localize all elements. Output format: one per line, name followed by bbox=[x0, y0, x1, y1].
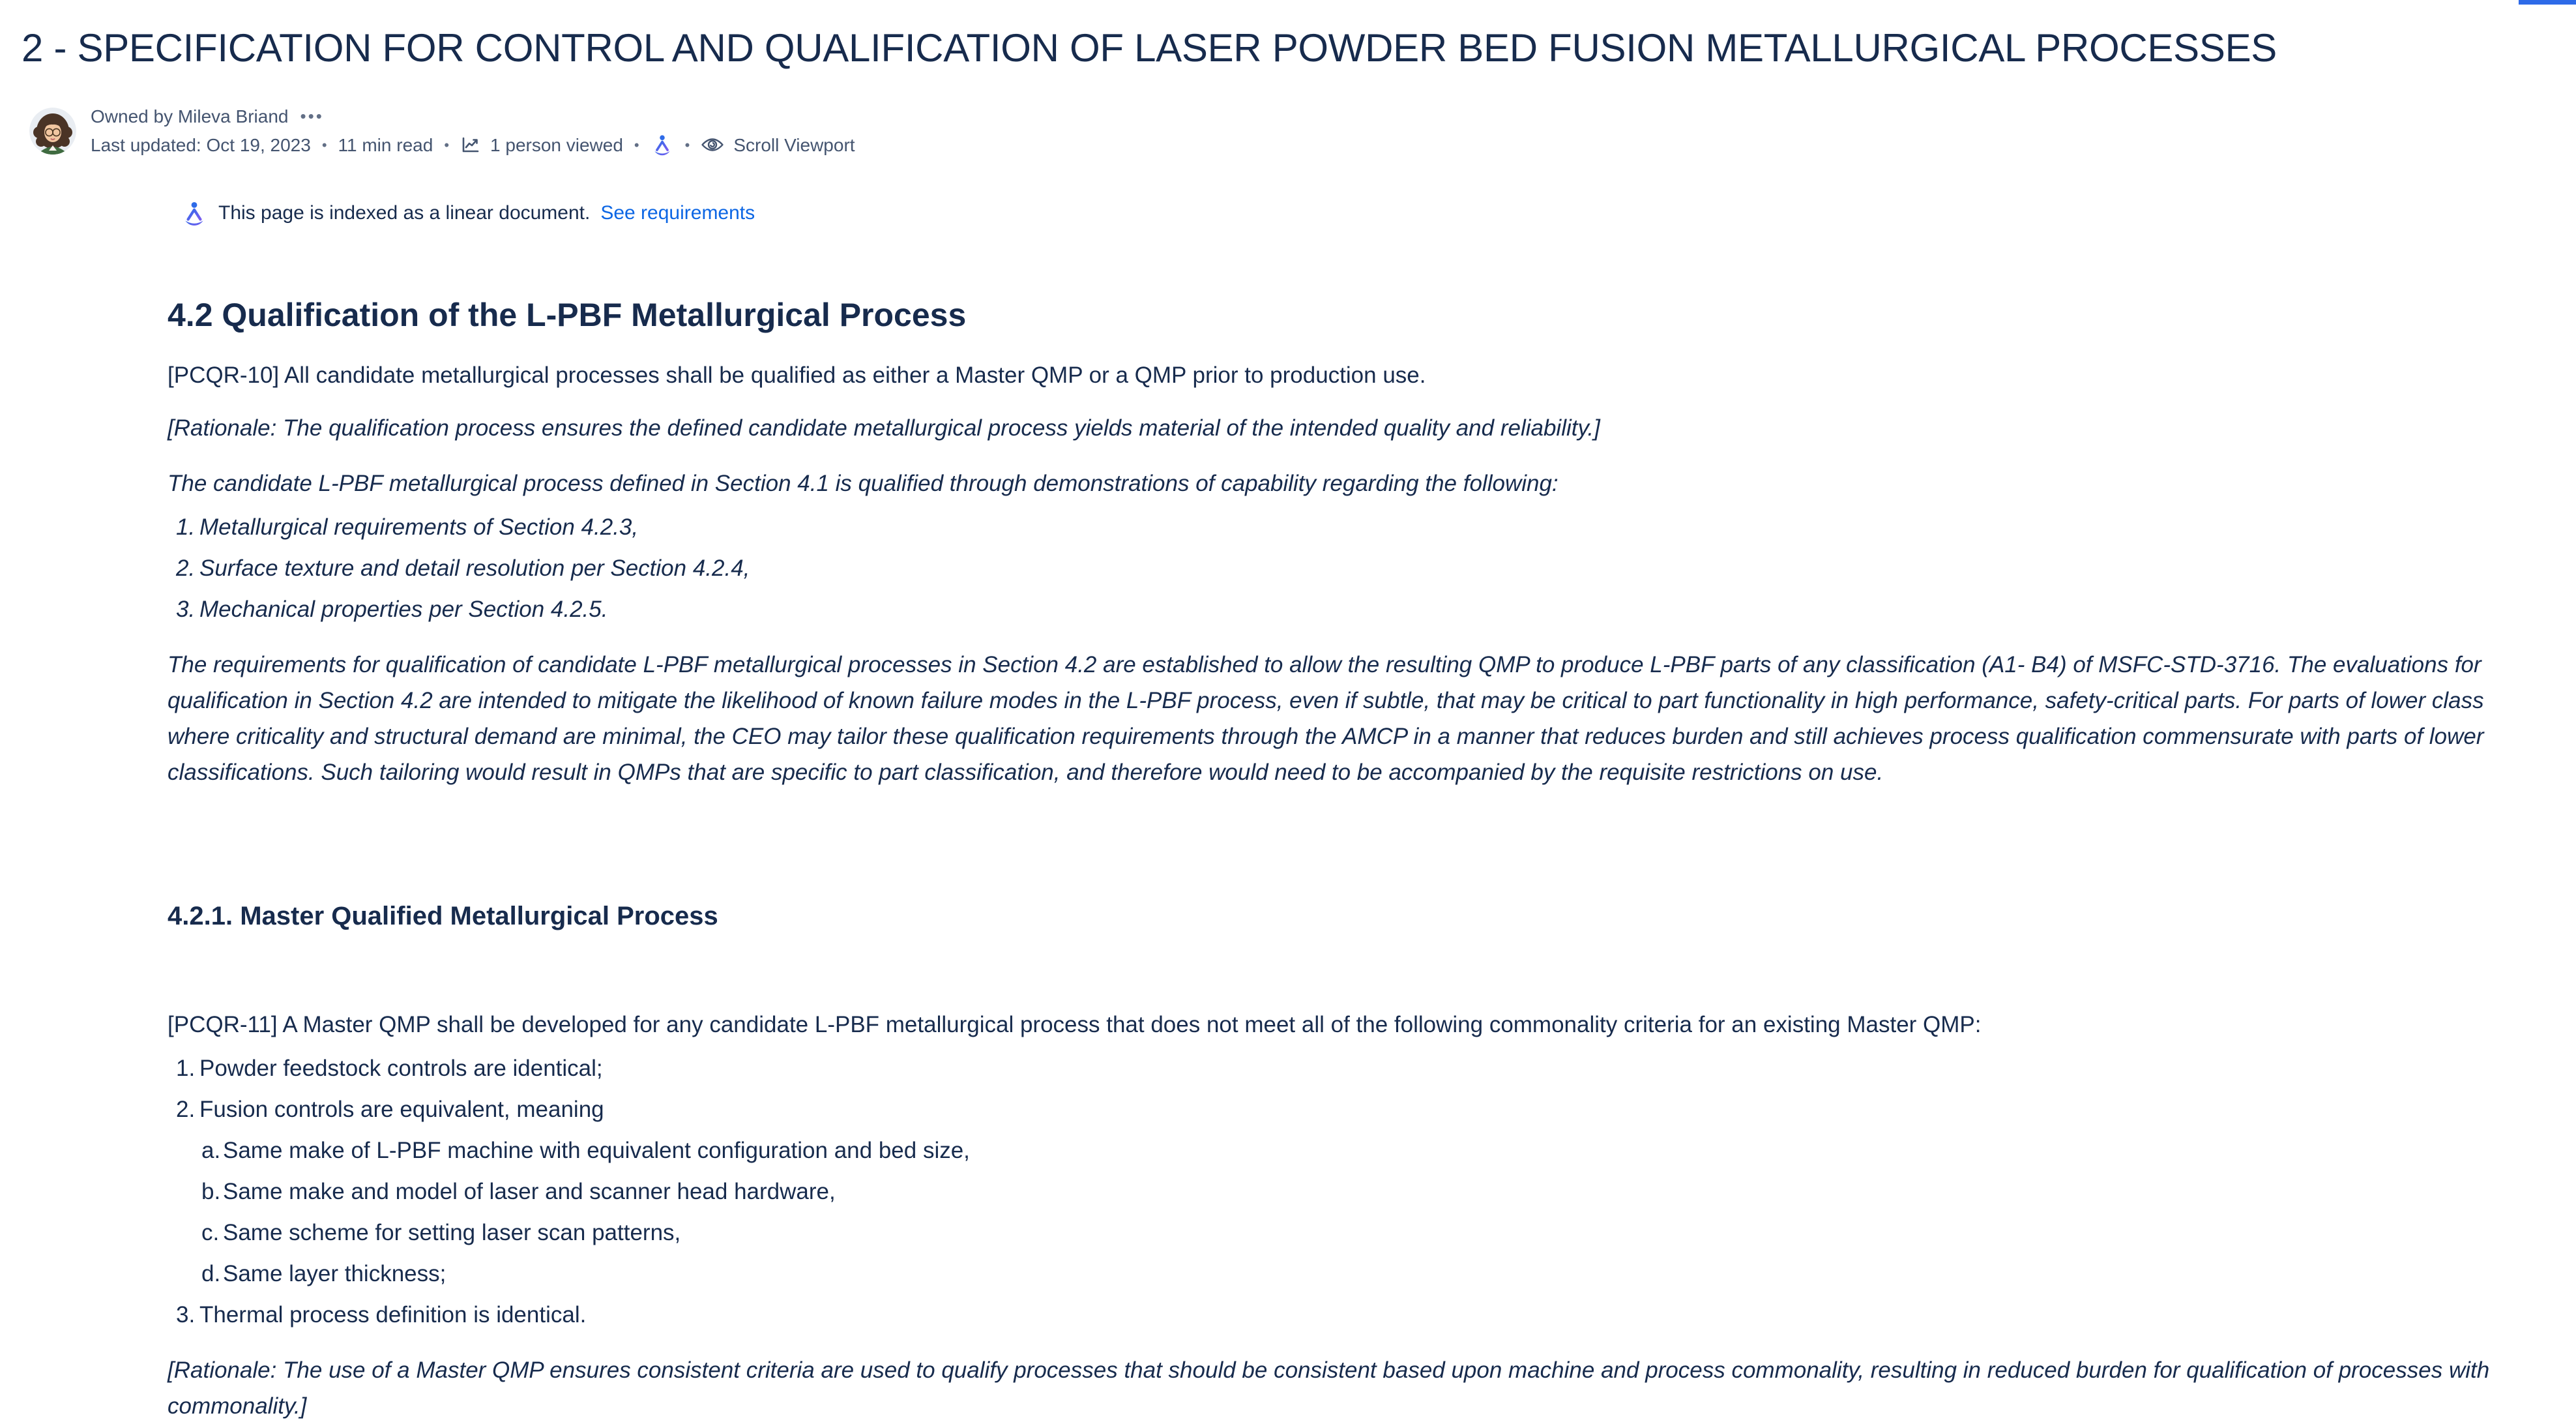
eye-icon bbox=[701, 136, 724, 154]
section-4-2-heading: 4.2 Qualification of the L-PBF Metallurgical Process bbox=[168, 297, 967, 333]
banner-text: This page is indexed as a linear document. bbox=[218, 202, 591, 224]
list-item bbox=[201, 1174, 2508, 1209]
separator-dot: • bbox=[444, 136, 450, 153]
meditating-person-icon[interactable] bbox=[651, 133, 674, 156]
list-marker: 3. bbox=[176, 597, 196, 622]
list-item bbox=[168, 1050, 2508, 1086]
list-marker: 1. bbox=[176, 1056, 196, 1081]
list-marker: 1. bbox=[176, 514, 196, 540]
separator-dot: • bbox=[684, 136, 690, 153]
page-header bbox=[0, 0, 2576, 156]
master-qmp-rationale-paragraph: [Rationale: The use of a Master QMP ensures consistent criteria are used to qualify processes that should be consistent based upon machine and process commonality, resulting in reduced burden for qualification of processes with commonality.] bbox=[168, 1357, 2490, 1419]
pcqr-10-paragraph: [PCQR-10] All candidate metallurgical processes shall be qualified as either a Master QMP or a QMP prior to production use. bbox=[168, 363, 1426, 388]
list-item-text: Metallurgical requirements of Section 4.2.3, bbox=[199, 514, 639, 540]
list-marker: 3. bbox=[176, 1302, 196, 1328]
list-marker: c. bbox=[201, 1220, 220, 1245]
list-item-text: Mechanical properties per Section 4.2.5. bbox=[199, 597, 608, 622]
list-item-text: Same make and model of laser and scanner head hardware, bbox=[223, 1179, 836, 1204]
list-item-text: Surface texture and detail resolution per Section 4.2.4, bbox=[199, 556, 750, 581]
byline-owner-row bbox=[91, 106, 855, 127]
list-item bbox=[201, 1215, 2508, 1251]
list-marker: 2. bbox=[176, 556, 196, 581]
meditating-person-icon bbox=[181, 200, 208, 227]
pcqr-11-paragraph: [PCQR-11] A Master QMP shall be developed for any candidate L-PBF metallurgical process that does not meet all of the following commonality criteria for an existing Master QMP: bbox=[168, 1012, 1982, 1037]
list-marker: d. bbox=[201, 1261, 221, 1286]
qualification-intro-paragraph: The candidate L-PBF metallurgical process defined in Section 4.1 is qualified through demonstrations of capability regarding the following: bbox=[168, 471, 1559, 496]
separator-dot: • bbox=[321, 136, 327, 153]
byline bbox=[29, 106, 2537, 156]
commonality-criteria-list bbox=[168, 1050, 2508, 1333]
line-chart-icon bbox=[460, 134, 481, 155]
views-label[interactable]: 1 person viewed bbox=[490, 134, 623, 155]
see-requirements-link[interactable]: See requirements bbox=[600, 202, 755, 224]
qualification-demonstrations-list bbox=[168, 509, 2508, 627]
indexed-document-banner bbox=[181, 200, 2576, 227]
byline-meta-row bbox=[91, 133, 855, 156]
more-menu-button[interactable]: ••• bbox=[300, 106, 324, 126]
rationale-paragraph: [Rationale: The qualification process ensures the defined candidate metallurgical process yields material of the intended quality and reliability.] bbox=[168, 415, 1600, 441]
scroll-viewport-label[interactable]: Scroll Viewport bbox=[733, 134, 855, 155]
list-item-text: Same scheme for setting laser scan patterns, bbox=[223, 1220, 681, 1245]
avatar-illustration bbox=[29, 108, 76, 155]
qualification-requirements-paragraph: The requirements for qualification of candidate L-PBF metallurgical processes in Section 4.2 are established to allow the resulting QMP to produce L-PBF parts of any classification (A1- B4) of MSFC-STD-3716. The evaluations for qualification in Section 4.2 are intended to mitigate the likelihood of known failure modes in the L-PBF process, even if subtle, that may be critical to part functionality in high performance, safety-critical parts. For parts of lower class where criticality and structural demand are minimal, the CEO may tailor these qualification requirements through the AMCP in a manner that reduces burden and still achieves process qualification commensurate with parts of lower classifications. Such tailoring would result in QMPs that are specific to part classification, and therefore would need to be accompanied by the requisite restrictions on use. bbox=[168, 652, 2484, 785]
fusion-controls-sublist bbox=[201, 1133, 2508, 1292]
read-time-label: 11 min read bbox=[338, 134, 433, 155]
list-item-text: Same layer thickness; bbox=[223, 1261, 446, 1286]
byline-text bbox=[91, 106, 855, 156]
owned-by-label[interactable]: Owned by Mileva Briand bbox=[91, 106, 289, 126]
document-content bbox=[168, 295, 2508, 1424]
list-marker: b. bbox=[201, 1179, 221, 1204]
list-item bbox=[168, 509, 2508, 545]
avatar[interactable] bbox=[29, 108, 76, 155]
section-4-2-1-heading: 4.2.1. Master Qualified Metallurgical Process bbox=[168, 902, 718, 930]
list-item bbox=[201, 1133, 2508, 1168]
list-item bbox=[168, 1091, 2508, 1127]
list-item-text: Thermal process definition is identical. bbox=[199, 1302, 587, 1328]
top-right-accent-bar bbox=[2519, 0, 2576, 5]
list-marker: 2. bbox=[176, 1097, 196, 1122]
page-title: 2 - SPECIFICATION FOR CONTROL AND QUALIFICATION OF LASER POWDER BED FUSION METALLURGICAL PROCESSES bbox=[22, 26, 2277, 70]
list-item bbox=[168, 1297, 2508, 1333]
list-item bbox=[168, 550, 2508, 586]
list-item bbox=[201, 1256, 2508, 1292]
separator-dot: • bbox=[634, 136, 639, 153]
list-item-text: Fusion controls are equivalent, meaning bbox=[199, 1097, 604, 1122]
list-item-text: Same make of L-PBF machine with equivalent configuration and bed size, bbox=[223, 1138, 970, 1163]
list-item bbox=[168, 591, 2508, 627]
last-updated-label: Last updated: Oct 19, 2023 bbox=[91, 134, 311, 155]
list-marker: a. bbox=[201, 1138, 221, 1163]
list-item-text: Powder feedstock controls are identical; bbox=[199, 1056, 603, 1081]
